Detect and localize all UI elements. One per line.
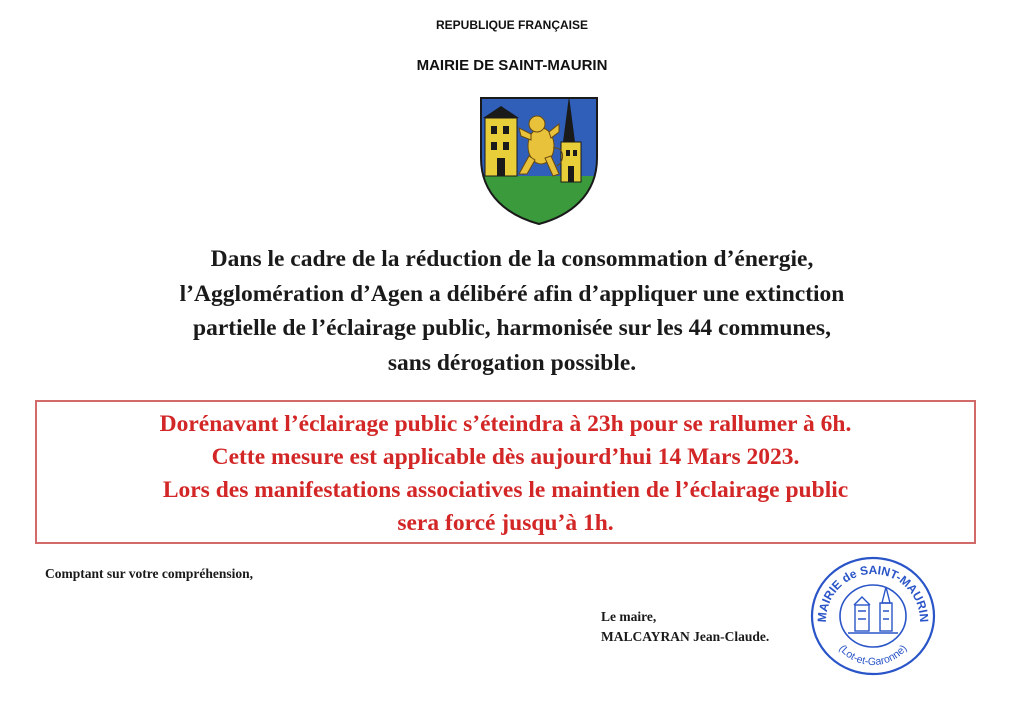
intro-line: sans dérogation possible. bbox=[387, 349, 637, 376]
notice-line: Dorénavant l’éclairage public s’éteindra à 23h pour se rallumer à 6h. bbox=[159, 411, 852, 437]
notice-line: Cette mesure est applicable dès aujourd’hui 14 Mars 2023. bbox=[211, 444, 800, 470]
stamp-top-text: MAIRIE de SAINT-MAURIN bbox=[814, 562, 932, 623]
mairie-stamp-icon bbox=[808, 553, 938, 678]
signature-block bbox=[601, 607, 769, 647]
mairie-heading: MAIRIE DE SAINT-MAURIN bbox=[416, 57, 608, 74]
stamp-bottom-text: (Lot-et-Garonne) bbox=[836, 642, 910, 669]
closing-text: Comptant sur votre compréhension, bbox=[45, 566, 253, 581]
signature-role: Le maire, bbox=[601, 609, 657, 624]
notice-box bbox=[35, 400, 976, 544]
notice-text bbox=[37, 408, 974, 540]
republic-heading: REPUBLIQUE FRANÇAISE bbox=[435, 18, 588, 32]
intro-line: l’Agglomération d’Agen a délibéré afin d’appliquer une extinction bbox=[179, 280, 845, 307]
coat-of-arms-icon bbox=[479, 96, 599, 226]
intro-paragraph bbox=[60, 242, 964, 380]
intro-line: Dans le cadre de la réduction de la consommation d’énergie, bbox=[210, 246, 814, 272]
intro-line: partielle de l’éclairage public, harmonisée sur les 44 communes, bbox=[193, 315, 831, 341]
signature-name: MALCAYRAN Jean-Claude. bbox=[601, 629, 770, 644]
notice-line: sera forcé jusqu’à 1h. bbox=[397, 510, 614, 536]
notice-line: Lors des manifestations associatives le maintien de l’éclairage public bbox=[162, 477, 849, 503]
